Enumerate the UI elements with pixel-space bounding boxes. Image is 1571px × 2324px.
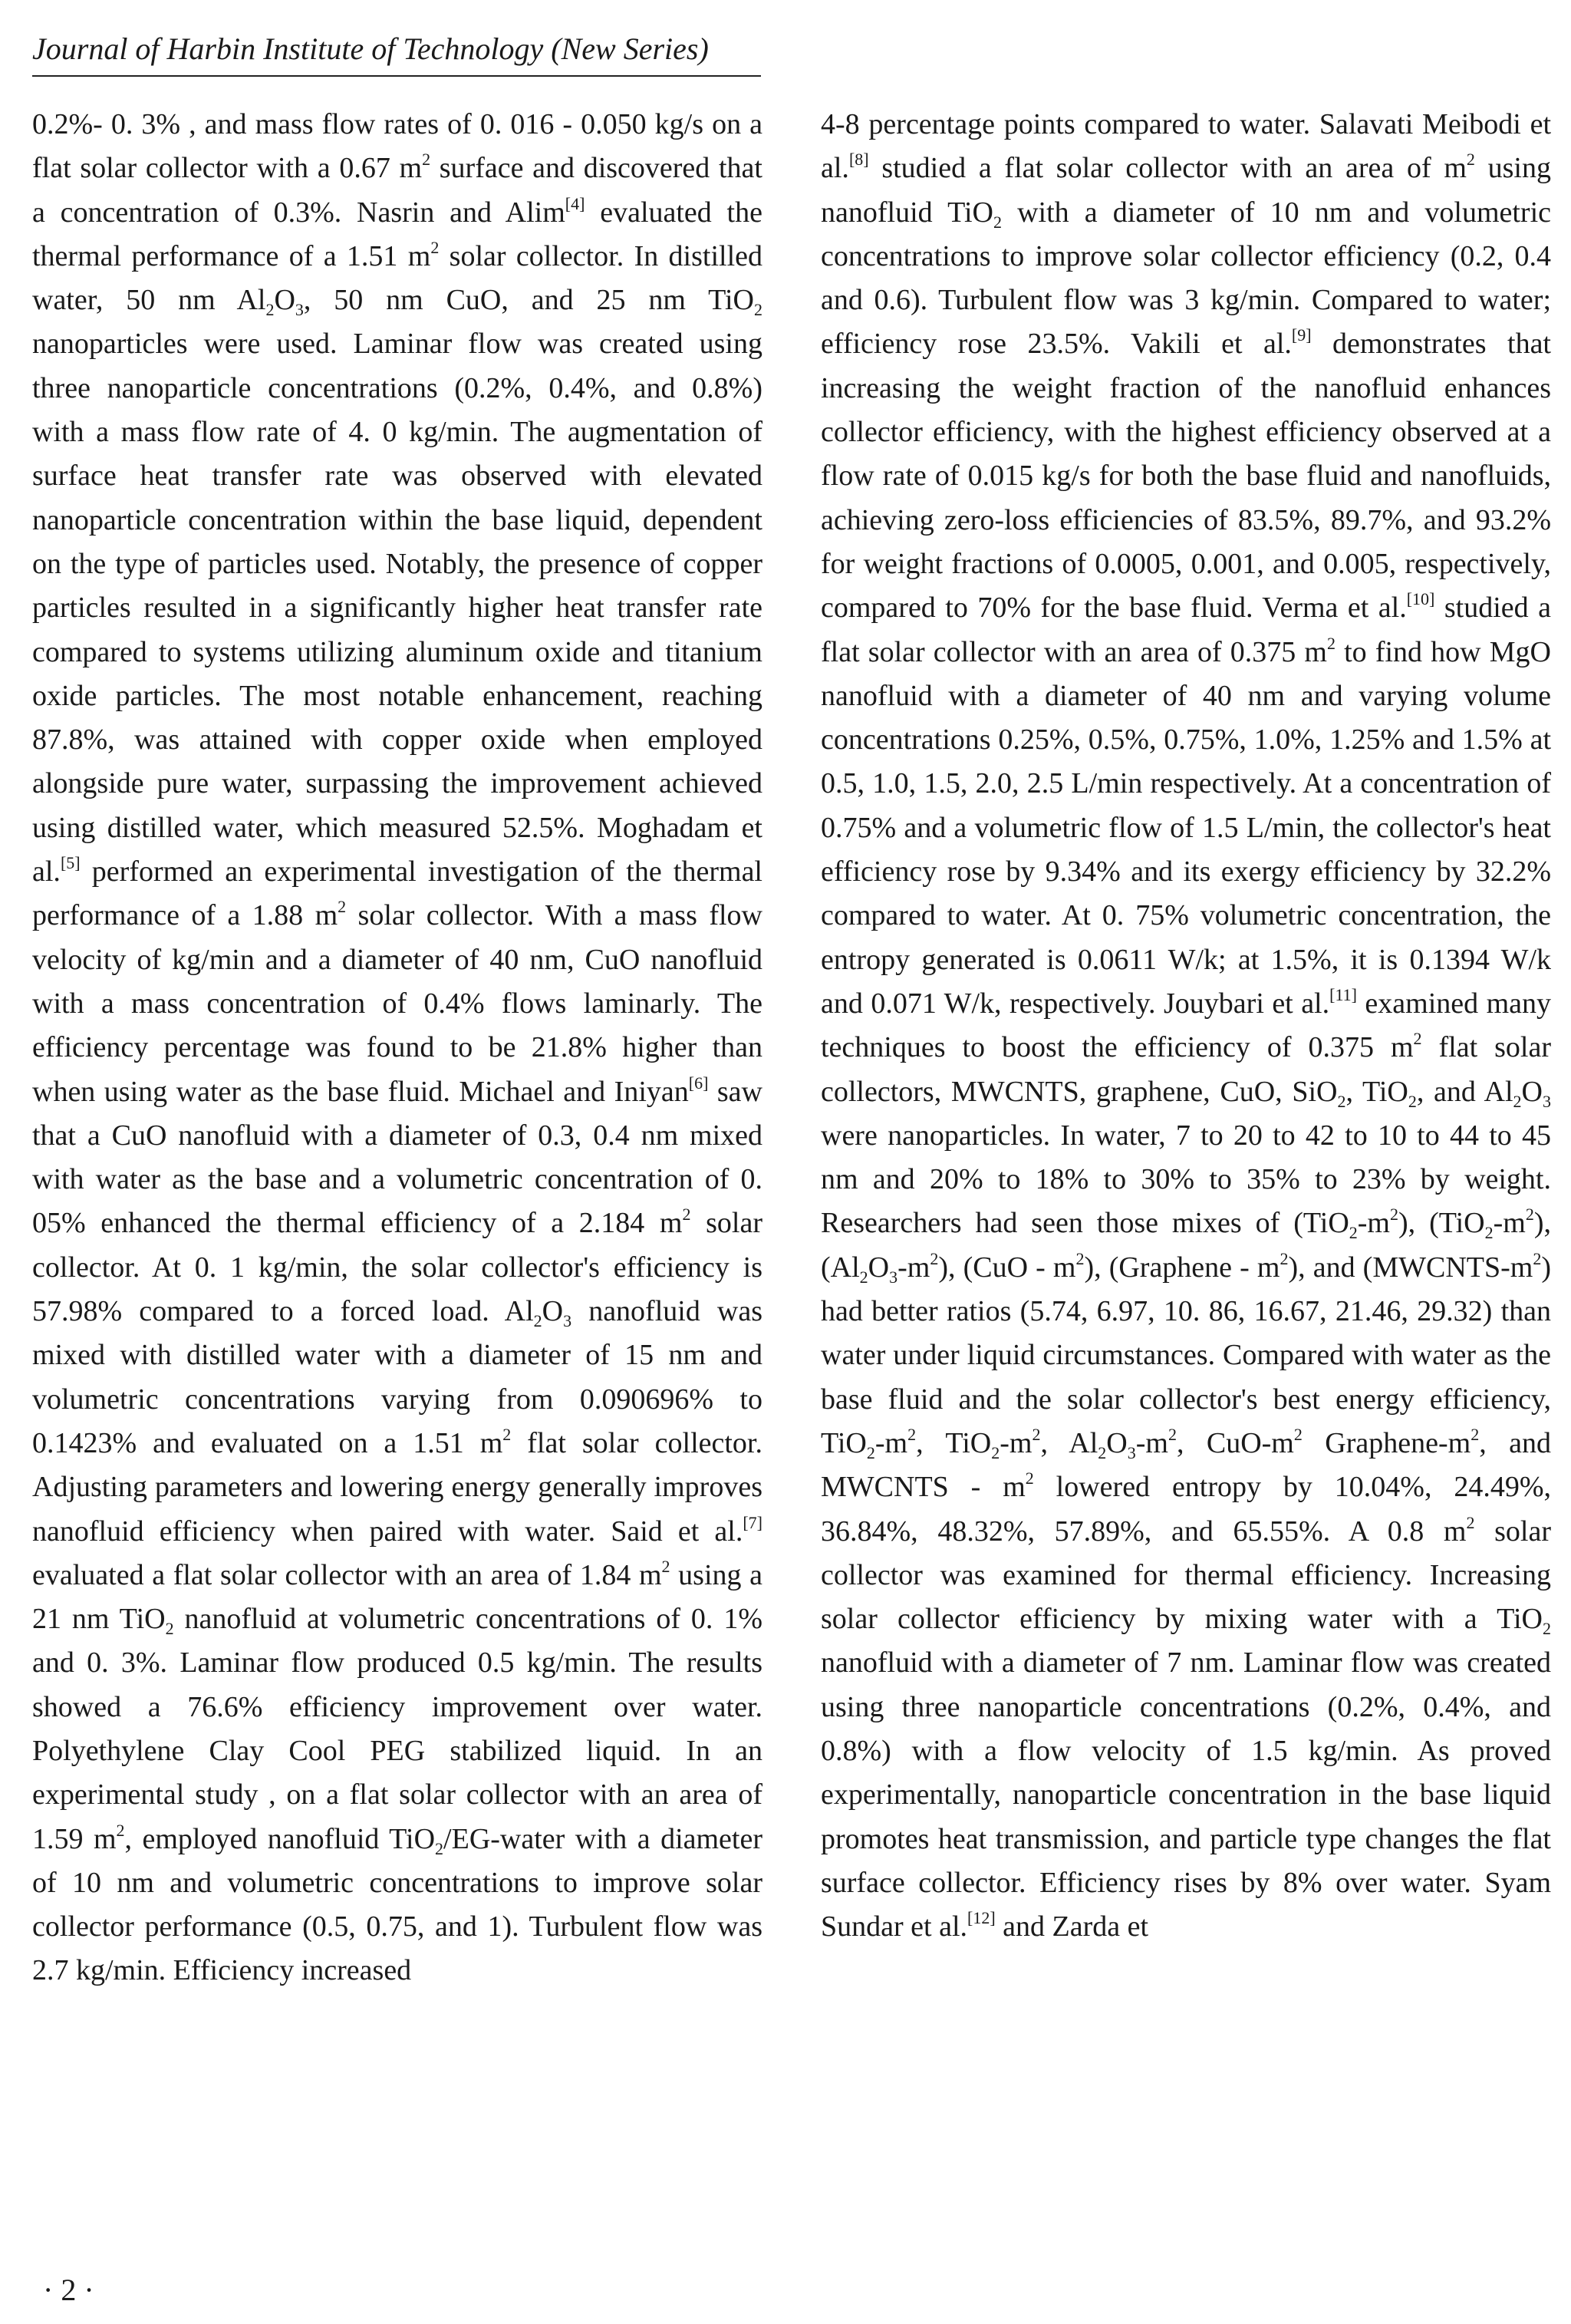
text-run: solar collector. With a mass flow velocity of kg/min and a diameter of 40 nm, CuO nanofluid with a mass concentration of 0.4% flows laminarly. The efficiency percentage was found to be 21.8% higher than when using water as the base fluid. Michael and Iniyan xyxy=(32,899,762,1108)
subscript: 3 xyxy=(1127,1442,1136,1462)
text-run: lowered entropy by 10.04%, 24.49%, 36.84%, 48.32%, 57.89%, and 65.55%. A 0.8 m xyxy=(821,1471,1551,1548)
journal-header: Journal of Harbin Institute of Technology (New Series) xyxy=(32,29,761,77)
text-run: ), (Al xyxy=(821,1207,1552,1284)
superscript: 2 xyxy=(907,1424,917,1444)
subscript: 2 xyxy=(1349,1223,1358,1243)
subscript: 2 xyxy=(1513,1091,1522,1111)
superscript: 2 xyxy=(1326,633,1336,653)
text-run: ), and (MWCNTS-m xyxy=(1288,1251,1533,1284)
text-run: evaluated the thermal performance of a 1.51 m xyxy=(32,196,762,272)
text-run: , employed nanofluid TiO xyxy=(124,1822,436,1855)
body-paragraph xyxy=(32,103,762,1993)
text-run: , CuO-m xyxy=(1176,1426,1294,1459)
superscript: 2 xyxy=(682,1205,691,1225)
text-run: ), (TiO xyxy=(1398,1207,1485,1240)
text-run: O xyxy=(274,284,295,317)
superscript: 2 xyxy=(1032,1424,1041,1444)
subscript: 2 xyxy=(866,1442,875,1462)
superscript: 2 xyxy=(1466,150,1475,170)
superscript: [10] xyxy=(1406,589,1435,609)
superscript: 2 xyxy=(1413,1029,1422,1049)
superscript: 2 xyxy=(1025,1469,1034,1488)
subscript: 2 xyxy=(1484,1223,1494,1243)
superscript: 2 xyxy=(338,897,347,917)
text-run: flat solar collectors, MWCNTS, graphene, CuO, SiO xyxy=(821,1031,1551,1108)
text-run: , Al xyxy=(1040,1426,1098,1459)
text-run: saw that a CuO nanofluid with a diameter of 0.3, 0.4 nm mixed with water as the base and a volumetric concentration of 0. 05% enhanced the thermal efficiency of a 2.184 m xyxy=(32,1075,762,1240)
subscript: 2 xyxy=(533,1311,542,1331)
superscript: 2 xyxy=(1525,1205,1534,1225)
text-run: nanofluid was mixed with distilled water with a diameter of 15 nm and volumetric concentrations varying from 0.090696% to 0.1423% and evaluated on a 1.51 m xyxy=(32,1295,762,1459)
subscript: 3 xyxy=(563,1311,572,1331)
text-run: -m xyxy=(1357,1207,1390,1240)
text-run: -m xyxy=(1000,1426,1033,1459)
superscript: 2 xyxy=(1293,1424,1303,1444)
text-run: were nanoparticles. In water, 7 to 20 to 42 to 10 to 44 to 45 nm and 20% to 18% to 30% to 35% to 23% by weight. Researchers had seen those mixes of (TiO xyxy=(821,1119,1551,1240)
superscript: 2 xyxy=(502,1424,512,1444)
text-run: 4-8 percentage points compared to water. Salavati Meibodi et al. xyxy=(821,108,1551,185)
subscript: 2 xyxy=(1543,1619,1551,1639)
text-run: ) had better ratios (5.74, 6.97, 10. 86, 16.67, 21.46, 29.32) than water under liquid circumstances. Compared with water as the base fluid and the solar collector's best energy efficiency, TiO xyxy=(821,1251,1551,1459)
text-run: O xyxy=(1521,1075,1543,1108)
superscript: 2 xyxy=(930,1248,939,1268)
superscript: [5] xyxy=(60,853,81,873)
superscript: 2 xyxy=(1075,1248,1085,1268)
right-column xyxy=(821,103,1551,1949)
subscript: 2 xyxy=(165,1619,174,1639)
superscript: [6] xyxy=(688,1073,709,1093)
text-run: -m xyxy=(1135,1426,1168,1459)
subscript: 2 xyxy=(1098,1442,1107,1462)
left-column xyxy=(32,103,762,1993)
text-run: solar collector. At 0. 1 kg/min, the solar collector's efficiency is 57.98% compared to a forced load. Al xyxy=(32,1207,762,1328)
superscript: 2 xyxy=(661,1556,670,1576)
superscript: [4] xyxy=(565,193,585,213)
superscript: 2 xyxy=(1280,1248,1289,1268)
subscript: 2 xyxy=(754,300,762,320)
text-run: demonstrates that increasing the weight fraction of the nanofluid enhances collector efficiency, with the highest efficiency observed at a flow rate of 0.015 kg/s for both the base fluid and nanofluids, achieving zero-loss efficiencies of 83.5%, 89.7%, and 93.2% for weight fractions of 0.0005, 0.001, and 0.005, respectively, compared to 70% for the base fluid. Verma et al. xyxy=(821,328,1551,625)
subscript: 2 xyxy=(265,300,275,320)
text-run: O xyxy=(542,1295,564,1328)
subscript: 2 xyxy=(1337,1091,1346,1111)
text-run: , TiO xyxy=(1345,1075,1408,1108)
page-number: · 2 · xyxy=(43,2273,94,2307)
body-paragraph xyxy=(821,103,1551,1949)
text-run: using a 21 nm TiO xyxy=(32,1558,762,1636)
text-run: ), (Graphene - m xyxy=(1084,1251,1280,1284)
text-run: using nanofluid TiO xyxy=(821,152,1551,229)
text-run: nanofluid at volumetric concentrations of 0. 1% and 0. 3%. Laminar flow produced 0.5 kg/min. The results showed a 76.6% efficiency improvement over water. Polyethylene Clay Cool PEG stabilized liquid. In an experimental study , on a flat solar collector with an area of 1.59 m xyxy=(32,1603,762,1855)
text-run: O xyxy=(868,1251,890,1284)
text-run: studied a flat solar collector with an area of 0.375 m xyxy=(821,592,1551,668)
text-run: with a diameter of 10 nm and volumetric concentrations to improve solar collector efficiency (0.2, 0.4 and 0.6). Turbulent flow was 3 kg/min. Compared to water; efficiency rose 23.5%. Vakili et al. xyxy=(821,196,1551,361)
text-run: solar collector. In distilled water, 50 nm Al xyxy=(32,239,763,317)
superscript: 2 xyxy=(1168,1424,1177,1444)
subscript: 2 xyxy=(435,1838,444,1858)
text-run: , and Al xyxy=(1416,1075,1513,1108)
text-run: /EG-water with a diameter of 10 nm and volumetric concentrations to improve solar collector performance (0.5, 0.75, and 1). Turbulent flow was 2.7 kg/min. Efficiency increased xyxy=(32,1822,762,1987)
text-run: 0.2%- 0. 3% , and mass flow rates of 0. 016 - 0.050 kg/s on a flat solar collector with a 0.67 m xyxy=(32,108,762,185)
text-run: surface and discovered that a concentration of 0.3%. Nasrin and Alim xyxy=(32,152,762,229)
text-run: O xyxy=(1106,1426,1128,1459)
superscript: [12] xyxy=(967,1908,996,1928)
subscript: 3 xyxy=(889,1267,898,1287)
subscript: 2 xyxy=(993,212,1002,232)
text-run: solar collector was examined for thermal efficiency. Increasing solar collector efficiency by mixing water with a TiO xyxy=(821,1515,1551,1636)
subscript: 2 xyxy=(991,1442,1000,1462)
text-run: flat solar collector. Adjusting parameters and lowering energy generally improves nanofluid efficiency when paired with water. Said et al. xyxy=(32,1426,762,1548)
text-run: and Zarda et xyxy=(995,1910,1149,1943)
text-run: evaluated a flat solar collector with an area of 1.84 m xyxy=(32,1558,662,1591)
text-run: performed an experimental investigation of the thermal performance of a 1.88 m xyxy=(32,855,762,932)
subscript: 3 xyxy=(295,300,304,320)
superscript: 2 xyxy=(422,150,431,170)
superscript: [9] xyxy=(1291,325,1312,345)
superscript: 2 xyxy=(1471,1424,1480,1444)
superscript: 2 xyxy=(1466,1512,1475,1532)
text-run: ), (CuO - m xyxy=(938,1251,1076,1284)
text-run: -m xyxy=(1493,1207,1526,1240)
superscript: 2 xyxy=(1533,1248,1542,1268)
text-run: to find how MgO nanofluid with a diameter of 40 nm and varying volume concentrations 0.25%, 0.5%, 0.75%, 1.0%, 1.25% and 1.5% at 0.5, 1.0, 1.5, 2.0, 2.5 L/min respectively. At a concentration of 0.75% and a volumetric flow of 1.5 L/min, the collector's heat efficiency rose by 9.34% and its exergy efficiency by 32.2% compared to water. At 0. 75% volumetric concentration, the entropy generated is 0.0611 W/k; at 1.5%, it is 0.1394 W/k and 0.071 W/k, respectively. Jouybari et al. xyxy=(821,635,1551,1020)
superscript: 2 xyxy=(430,237,440,257)
superscript: [7] xyxy=(743,1512,762,1532)
superscript: [11] xyxy=(1329,984,1357,1004)
subscript: 2 xyxy=(859,1267,868,1287)
text-run: , 50 nm CuO, and 25 nm TiO xyxy=(303,284,754,317)
text-run: examined many techniques to boost the efficiency of 0.375 m xyxy=(821,987,1552,1064)
text-run: nanofluid with a diameter of 7 nm. Laminar flow was created using three nanoparticle concentrations (0.2%, 0.4%, and 0.8%) with a flow velocity of 1.5 kg/min. As proved experimentally, nanoparticle concentration in the base liquid promotes heat transmission, and particle type changes the flat surface collector. Efficiency rises by 8% over water. Syam Sundar et al. xyxy=(821,1647,1551,1943)
text-run: -m xyxy=(897,1251,930,1284)
text-run: nanoparticles were used. Laminar flow was created using three nanoparticle concentrations (0.2%, 0.4%, and 0.8%) with a mass flow rate of 4. 0 kg/min. The augmentation of surface heat transfer rate was observed with elevated nanoparticle concentration within the base liquid, dependent on the type of particles used. Notably, the presence of copper particles resulted in a significantly higher heat transfer rate compared to systems utilizing aluminum oxide and titanium oxide particles. The most notable enhancement, reaching 87.8%, was attained with copper oxide when employed alongside pure water, surpassing the improvement achieved using distilled water, which measured 52.5%. Moghadam et al. xyxy=(32,328,762,888)
text-run: , and MWCNTS - m xyxy=(821,1426,1551,1504)
superscript: 2 xyxy=(1390,1205,1398,1225)
subscript: 2 xyxy=(1408,1091,1417,1111)
subscript: 3 xyxy=(1542,1091,1551,1111)
superscript: 2 xyxy=(116,1820,125,1840)
text-run: Graphene-m xyxy=(1302,1426,1471,1459)
text-run: -m xyxy=(874,1426,908,1459)
text-run: studied a flat solar collector with an area of m xyxy=(868,152,1467,185)
text-run: , TiO xyxy=(916,1426,992,1459)
superscript: [8] xyxy=(848,150,869,170)
